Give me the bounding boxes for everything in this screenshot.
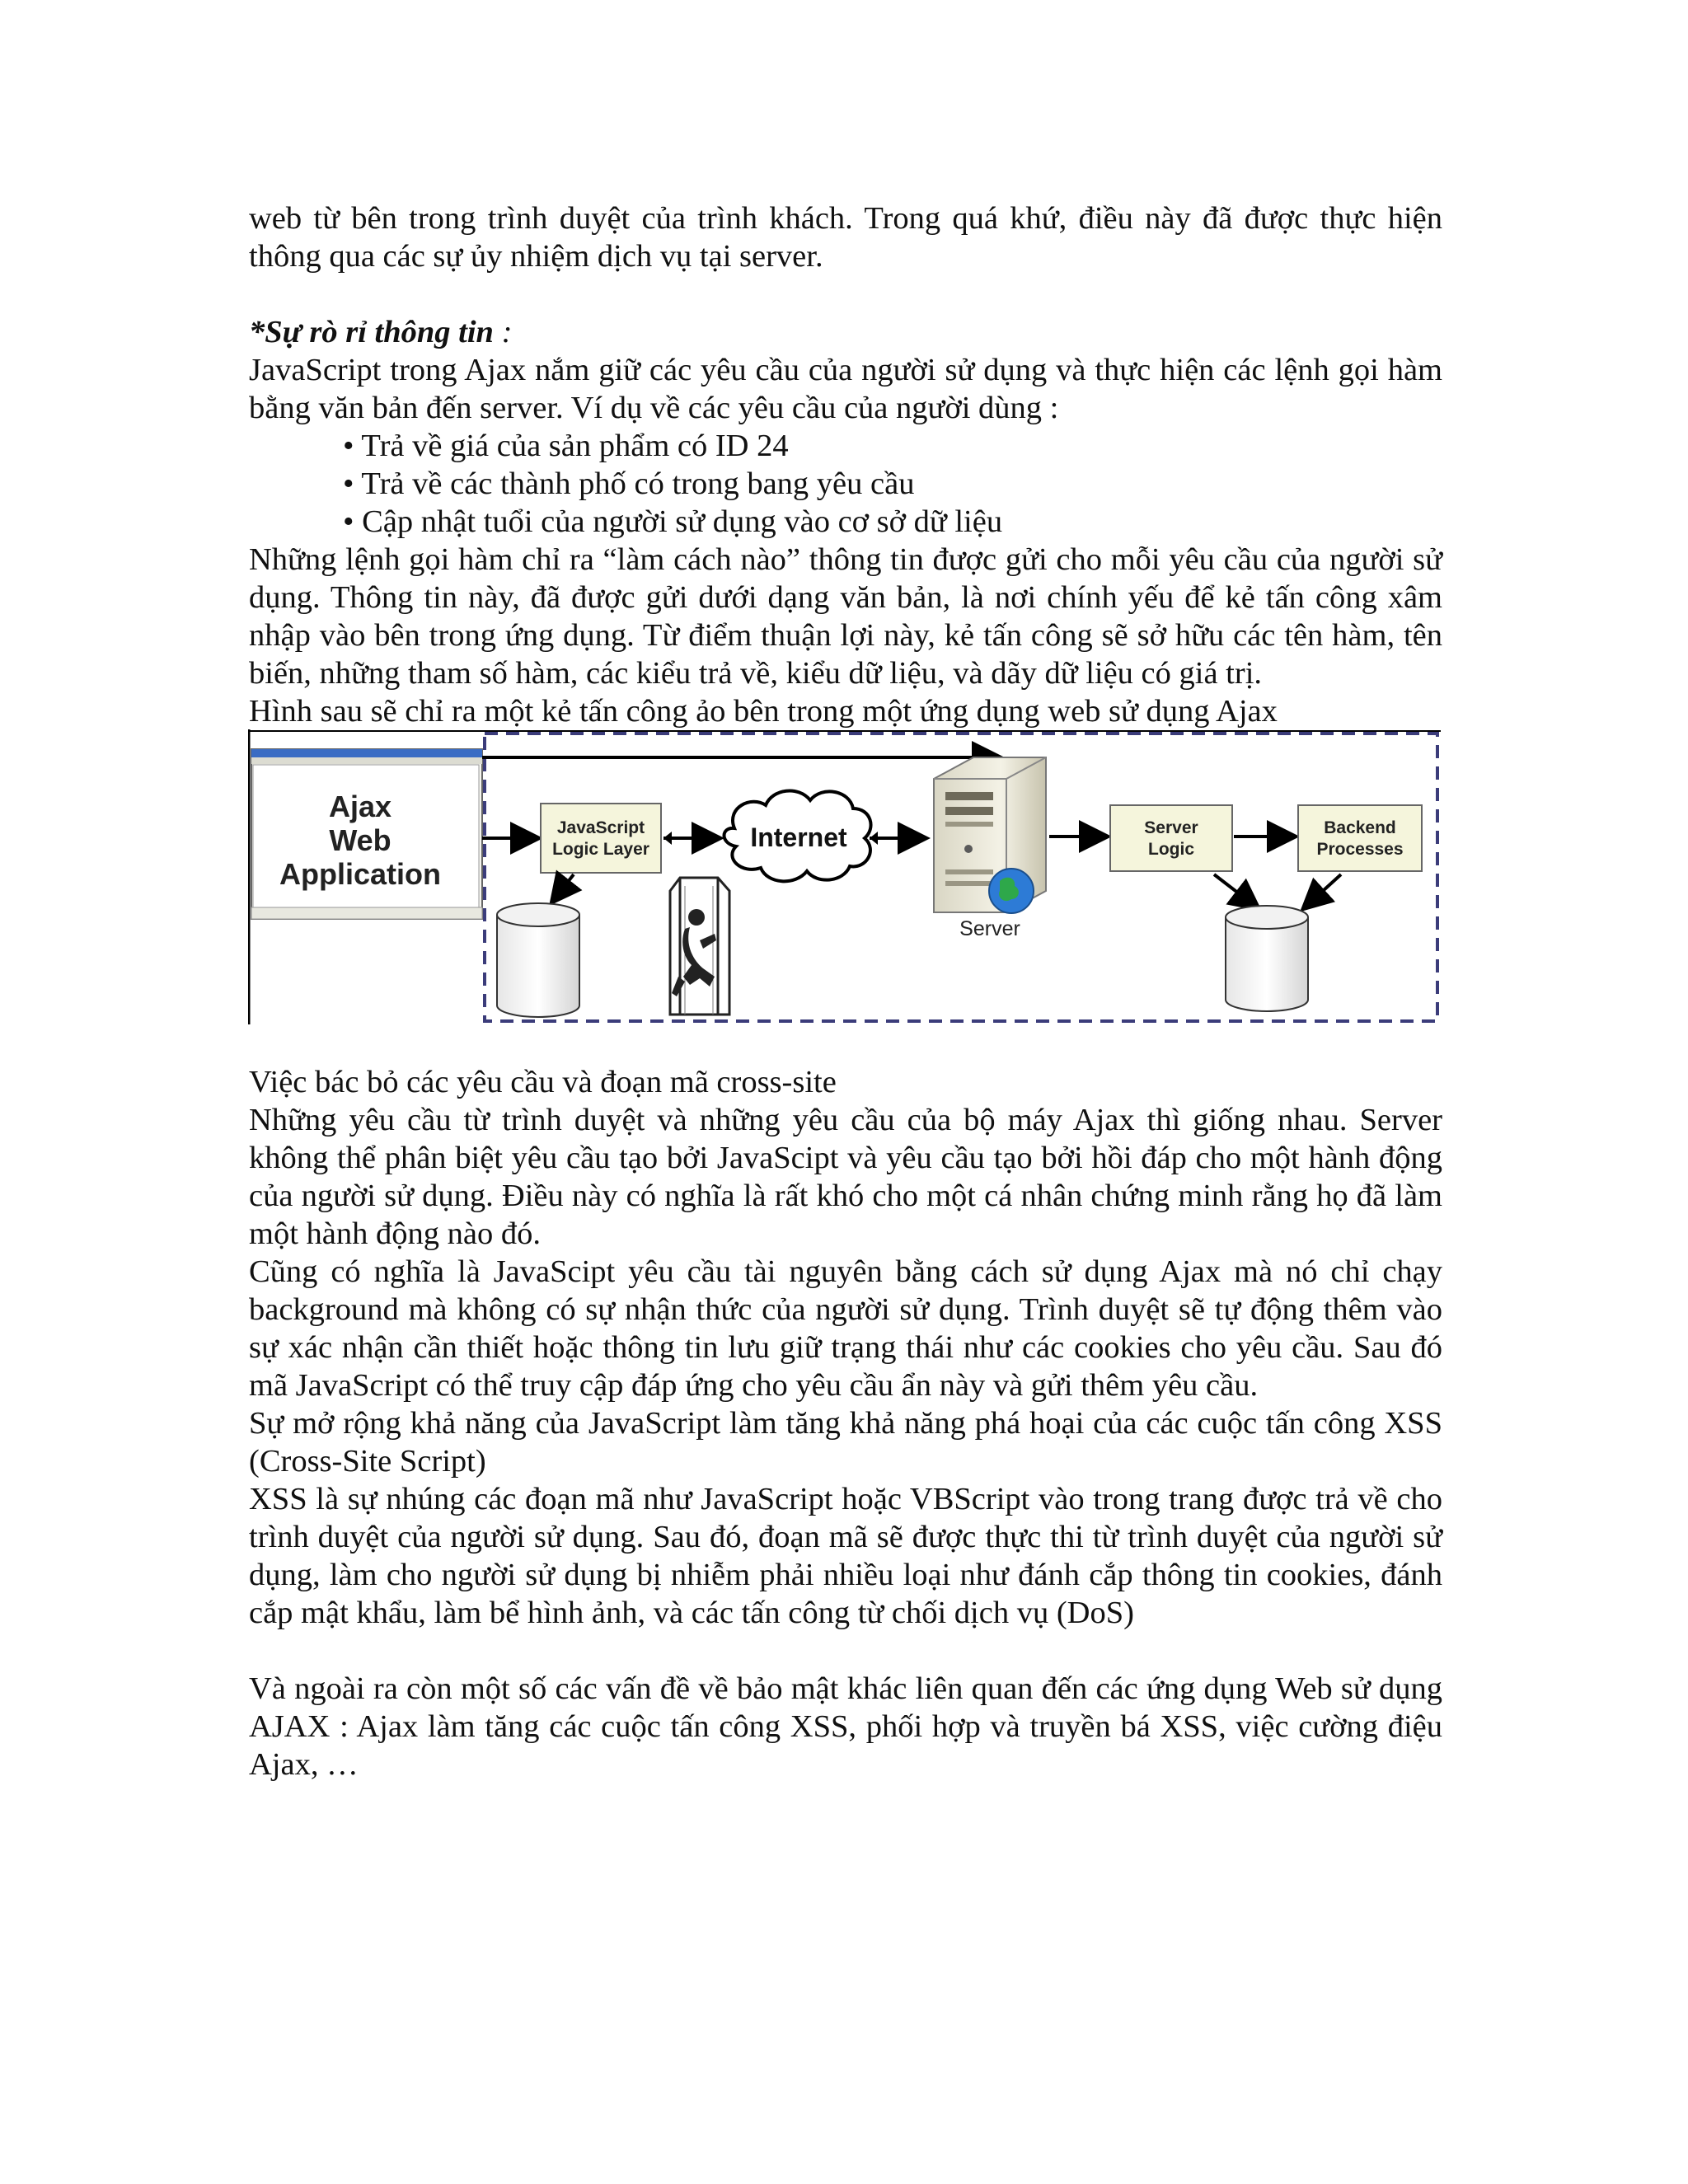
paragraph: web từ bên trong trình duyệt của trình khách. Trong quá khứ, điều này đã được thực hiện thông qua các sự ủy nhiệm dịch vụ tại server. [249,201,1442,274]
js-layer-label: JavaScript [556,818,645,837]
ajax-attack-diagram [248,729,1441,1024]
app-label: Ajax [328,790,392,823]
text-block-bottom [249,1063,1442,1783]
section-heading-suffix: : [493,315,513,349]
arrow-backend-to-db [1305,874,1341,907]
server-label: Server [959,917,1020,940]
attacker-window-icon [670,878,729,1015]
section-heading-text: *Sự rò rỉ thông tin [249,315,494,349]
backend-label: Backend [1324,818,1396,837]
server-icon [934,757,1046,940]
blank-line [249,1632,1442,1670]
arrow-js-to-db [553,874,574,901]
text-block-top [249,199,1442,730]
paragraph: Cũng có nghĩa là JavaScipt yêu cầu tài nguyên bằng cách sử dụng Ajax mà nó chỉ chạy background mà không có sự nhận thức của người sử dụng. Trình duyệt sẽ tự động thêm vào sự xác nhận cần thiết hoặc thông tin lưu giữ trạng thái như các cookies cho yêu cầu. Sau đó mã JavaScript có thể truy cập đáp ứng cho yêu cầu ẩn này và gửi thêm yêu cầu. [249,1254,1442,1403]
paragraph: JavaScript trong Ajax nắm giữ các yêu cầu của người sử dụng và thực hiện các lệnh gọi hàm bằng văn bản đến server. Ví dụ về các yêu cầu của người dùng : [249,353,1442,425]
blank-line [249,275,1442,313]
server-logic-label: Server [1144,818,1198,837]
list-item: • Trả về các thành phố có trong bang yêu cầu [343,466,915,501]
paragraph: Và ngoài ra còn một số các vấn đề về bảo mật khác liên quan đến các ứng dụng Web sử dụng AJAX : Ajax làm tăng các cuộc tấn công XSS, phối hợp và truyền bá XSS, việc cường điệu Ajax, … [249,1671,1442,1782]
arrow-logic-to-db [1214,874,1257,907]
js-logic-layer-box [541,804,661,873]
paragraph: Những yêu cầu từ trình duyệt và những yêu cầu của bộ máy Ajax thì giống nhau. Server không thể phân biệt yêu cầu tạo bởi JavaScipt và yêu cầu tạo bởi hồi đáp cho một hành động của người sử dụng. Điều này có nghĩa là rất khó cho một cá nhân chứng minh rằng họ đã làm một hành động nào đó. [249,1103,1442,1251]
diagram-svg [248,729,1441,1024]
database-icon [497,903,579,1017]
paragraph: Sự mở rộng khả năng của JavaScript làm tăng khả năng phá hoại của các cuộc tấn công XSS (Cross-Site Script) [249,1406,1442,1479]
list-item: • Trả về giá của sản phẩm có ID 24 [343,429,789,463]
app-label: Web [329,823,392,857]
section-heading [249,313,1442,351]
arrow-internet-to-js [663,832,672,845]
backend-processes-box [1298,805,1422,871]
backend-label: Processes [1316,840,1404,859]
paragraph: Những lệnh gọi hàm chỉ ra “làm cách nào” thông tin được gửi cho mỗi yêu cầu của người sử dụng. Thông tin này, đã được gửi dưới dạng văn bản, là nơi chính yếu để kẻ tấn công xâm nhập vào bên trong ứng dụng. Từ điểm thuận lợi này, kẻ tấn công sẽ sở hữu các tên hàm, tên biến, những tham số hàm, các kiểu trả về, kiểu dữ liệu, và dãy dữ liệu có giá trị. [249,542,1442,691]
bullet-list [249,427,1442,541]
browser-window-image [251,749,482,919]
internet-cloud-icon [724,791,871,882]
database-icon [1226,906,1308,1011]
internet-label: Internet [750,823,847,852]
js-layer-label: Logic Layer [552,840,649,859]
arrow-server-to-internet [870,832,878,845]
server-logic-label: Logic [1148,840,1194,859]
figure-intro: Hình sau sẽ chỉ ra một kẻ tấn công ảo bên trong một ứng dụng web sử dụng Ajax [249,694,1278,729]
paragraph: Việc bác bỏ các yêu cầu và đoạn mã cross-site [249,1065,837,1099]
app-label: Application [279,857,441,891]
server-logic-box [1110,805,1232,871]
paragraph: XSS là sự nhúng các đoạn mã như JavaScript hoặc VBScript vào trong trang được trả về cho trình duyệt của người sử dụng. Sau đó, đoạn mã sẽ được thực thi từ trình duyệt của người sử dụng, làm cho người sử dụng bị nhiễm phải nhiều loại như đánh cắp thông tin cookies, đánh cắp mật khẩu, làm bể hình ảnh, và các tấn công từ chối dịch vụ (DoS) [249,1482,1442,1630]
list-item: • Cập nhật tuổi của người sử dụng vào cơ sở dữ liệu [343,504,1003,539]
